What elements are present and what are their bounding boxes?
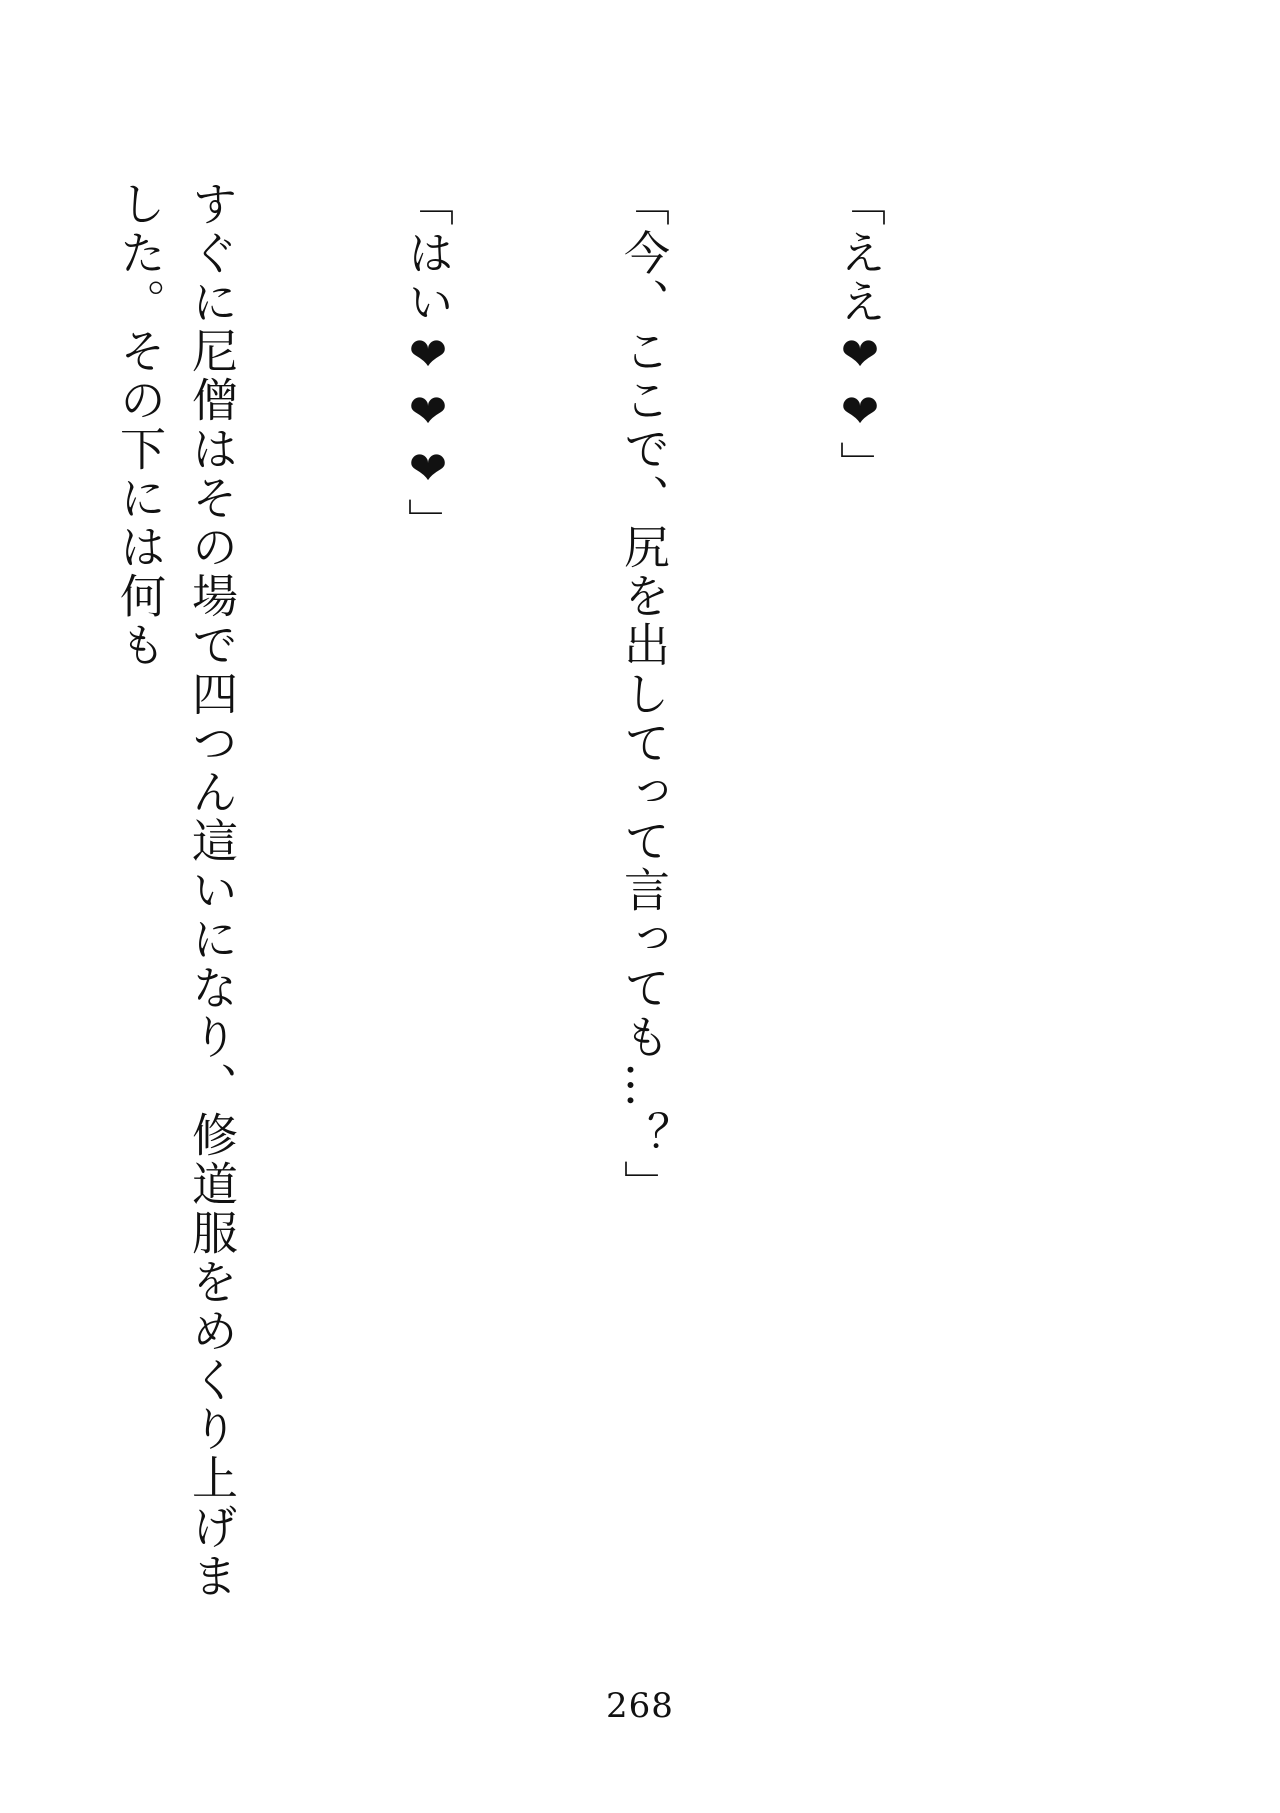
text-line-2: 「今、ここで、尻を出してって言っても…？」: [617, 180, 671, 1209]
vertical-text-block: [113, 180, 1040, 1620]
text-line-4: すぐに尼僧はその場で四つん這いになり、修道服をめくり上げました。その下には何も: [113, 180, 239, 1601]
text-line-3: 「はい❤❤❤」: [401, 180, 455, 547]
text-line-1: 「ええ❤❤」: [833, 180, 887, 490]
page-number: 268: [606, 1686, 674, 1726]
